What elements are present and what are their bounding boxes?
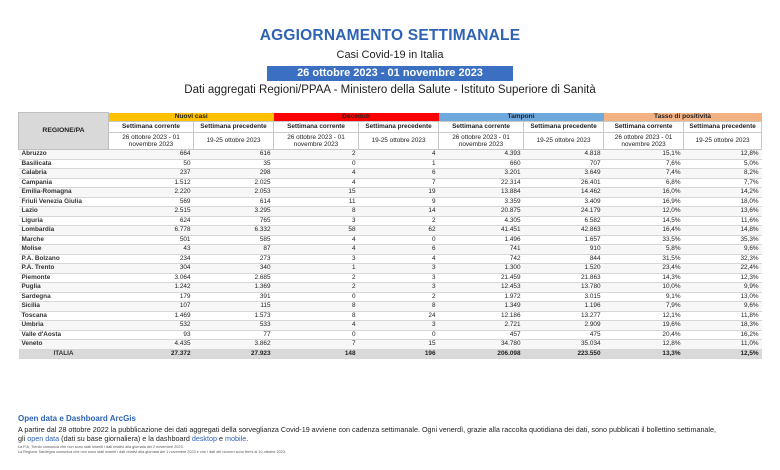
- value-cell: 660: [439, 159, 524, 169]
- value-cell: 3.015: [524, 292, 604, 302]
- value-cell: 707: [524, 159, 604, 169]
- value-cell: 14,8%: [684, 226, 762, 236]
- table-row: [19, 273, 762, 283]
- value-cell: 7: [359, 178, 439, 188]
- value-cell: 35,3%: [684, 235, 762, 245]
- table-row: [19, 207, 762, 217]
- value-cell: 4.305: [439, 216, 524, 226]
- value-cell: 12.186: [439, 311, 524, 321]
- value-cell: 41.451: [439, 226, 524, 236]
- value-cell: 5,0%: [684, 159, 762, 169]
- table-row: [19, 330, 762, 340]
- value-cell: 8: [274, 207, 359, 217]
- value-cell: 32,3%: [684, 254, 762, 264]
- value-cell: 0: [274, 159, 359, 169]
- table-row: [19, 178, 762, 188]
- table-row: [19, 254, 762, 264]
- value-cell: 2: [274, 150, 359, 160]
- table-row: [19, 216, 762, 226]
- value-cell: 3: [359, 273, 439, 283]
- value-cell: 16,9%: [604, 197, 684, 207]
- value-cell: 12.453: [439, 283, 524, 293]
- value-cell: 13.884: [439, 188, 524, 198]
- region-name-cell: Toscana: [19, 311, 109, 321]
- value-cell: 2: [274, 273, 359, 283]
- region-name-cell: Piemonte: [19, 273, 109, 283]
- value-cell: 4.393: [439, 150, 524, 160]
- table-row: [19, 159, 762, 169]
- region-name-cell: Emilia-Romagna: [19, 188, 109, 198]
- value-cell: 1.242: [109, 283, 194, 293]
- subheader-previous-week: Settimana precedente: [524, 122, 604, 133]
- value-cell: 2.909: [524, 321, 604, 331]
- value-cell: 148: [274, 349, 359, 359]
- value-cell: 304: [109, 264, 194, 274]
- value-cell: 2: [359, 216, 439, 226]
- table-row: [19, 292, 762, 302]
- value-cell: 1.369: [194, 283, 274, 293]
- value-cell: 6.332: [194, 226, 274, 236]
- region-name-cell: Lazio: [19, 207, 109, 217]
- value-cell: 3.359: [439, 197, 524, 207]
- value-cell: 12,8%: [604, 340, 684, 350]
- group-header-positivity: Tasso di positività: [604, 113, 762, 122]
- value-cell: 7,7%: [684, 178, 762, 188]
- open-data-link[interactable]: open data: [27, 434, 60, 443]
- value-cell: 614: [194, 197, 274, 207]
- value-cell: 12,5%: [684, 349, 762, 359]
- value-cell: 532: [109, 321, 194, 331]
- table-row: [19, 197, 762, 207]
- region-name-cell: Liguria: [19, 216, 109, 226]
- value-cell: 3.295: [194, 207, 274, 217]
- value-cell: 15: [274, 188, 359, 198]
- value-cell: 4: [359, 150, 439, 160]
- value-cell: 1.196: [524, 302, 604, 312]
- region-name-cell: Marche: [19, 235, 109, 245]
- value-cell: 107: [109, 302, 194, 312]
- value-cell: 42.863: [524, 226, 604, 236]
- value-cell: 11,0%: [684, 340, 762, 350]
- value-cell: 16,2%: [684, 330, 762, 340]
- value-cell: 18,3%: [684, 321, 762, 331]
- value-cell: 457: [439, 330, 524, 340]
- footer-line-2: [18, 434, 763, 443]
- value-cell: 3: [359, 321, 439, 331]
- region-name-cell: Campania: [19, 178, 109, 188]
- value-cell: 15: [359, 340, 439, 350]
- subheader-current-week: Settimana corrente: [109, 122, 194, 133]
- value-cell: 27.923: [194, 349, 274, 359]
- value-cell: 6.778: [109, 226, 194, 236]
- value-cell: 624: [109, 216, 194, 226]
- value-cell: 6,8%: [604, 178, 684, 188]
- value-cell: 569: [109, 197, 194, 207]
- value-cell: 14,3%: [604, 273, 684, 283]
- value-cell: 93: [109, 330, 194, 340]
- value-cell: 7,9%: [604, 302, 684, 312]
- value-cell: 4: [359, 254, 439, 264]
- value-cell: 87: [194, 245, 274, 255]
- region-name-cell: Calabria: [19, 169, 109, 179]
- value-cell: 3: [274, 216, 359, 226]
- value-cell: 0: [359, 235, 439, 245]
- region-name-cell: Sardegna: [19, 292, 109, 302]
- value-cell: 12,8%: [684, 150, 762, 160]
- region-name-cell: P.A. Trento: [19, 264, 109, 274]
- value-cell: 8: [274, 302, 359, 312]
- footer-heading: Open data e Dashboard ArcGis: [18, 414, 136, 423]
- value-cell: 237: [109, 169, 194, 179]
- region-name-cell: Friuli Venezia Giulia: [19, 197, 109, 207]
- value-cell: 0: [359, 330, 439, 340]
- value-cell: 34.780: [439, 340, 524, 350]
- value-cell: 13,3%: [604, 349, 684, 359]
- value-cell: 206.098: [439, 349, 524, 359]
- value-cell: 0: [274, 330, 359, 340]
- table-row: [19, 235, 762, 245]
- table-row: [19, 188, 762, 198]
- value-cell: 13,0%: [684, 292, 762, 302]
- value-cell: 20,4%: [604, 330, 684, 340]
- subheader-current-week: Settimana corrente: [439, 122, 524, 133]
- value-cell: 2.025: [194, 178, 274, 188]
- value-cell: 13.780: [524, 283, 604, 293]
- value-cell: 1.512: [109, 178, 194, 188]
- value-cell: 4.818: [524, 150, 604, 160]
- value-cell: 26.401: [524, 178, 604, 188]
- value-cell: 7,4%: [604, 169, 684, 179]
- value-cell: 9: [359, 197, 439, 207]
- subheader-previous-dates: 19-25 ottobre 2023: [684, 133, 762, 150]
- value-cell: 58: [274, 226, 359, 236]
- value-cell: 21.459: [439, 273, 524, 283]
- value-cell: 3.064: [109, 273, 194, 283]
- value-cell: 3: [274, 254, 359, 264]
- value-cell: 196: [359, 349, 439, 359]
- value-cell: 844: [524, 254, 604, 264]
- region-name-cell: Lombardia: [19, 226, 109, 236]
- region-name-cell: Valle d'Aosta: [19, 330, 109, 340]
- value-cell: 0: [274, 292, 359, 302]
- table-row: [19, 169, 762, 179]
- subheader-current-dates: 26 ottobre 2023 - 01 novembre 2023: [604, 133, 684, 150]
- value-cell: 20.875: [439, 207, 524, 217]
- value-cell: 3.649: [524, 169, 604, 179]
- value-cell: 3: [359, 283, 439, 293]
- value-cell: 14,5%: [604, 216, 684, 226]
- value-cell: 50: [109, 159, 194, 169]
- value-cell: 2.220: [109, 188, 194, 198]
- value-cell: 3: [359, 264, 439, 274]
- value-cell: 298: [194, 169, 274, 179]
- table-row: [19, 321, 762, 331]
- footnotes: [18, 445, 763, 455]
- value-cell: 24.179: [524, 207, 604, 217]
- footer-text-segment: .: [246, 434, 249, 443]
- value-cell: 33,5%: [604, 235, 684, 245]
- value-cell: 3.862: [194, 340, 274, 350]
- value-cell: 115: [194, 302, 274, 312]
- value-cell: 223.550: [524, 349, 604, 359]
- region-name-cell: Sicilia: [19, 302, 109, 312]
- value-cell: 22.314: [439, 178, 524, 188]
- value-cell: 3.409: [524, 197, 604, 207]
- value-cell: 12,3%: [684, 273, 762, 283]
- page-title: AGGIORNAMENTO SETTIMANALE: [259, 27, 521, 44]
- value-cell: 21.863: [524, 273, 604, 283]
- value-cell: 35.034: [524, 340, 604, 350]
- footnote-trento: La P.A. Trento comunica che non sono stati inseriti i dati relativi alla giornata del 2 novembre 2023.: [18, 445, 184, 449]
- value-cell: 475: [524, 330, 604, 340]
- value-cell: 2: [274, 283, 359, 293]
- value-cell: 24: [359, 311, 439, 321]
- value-cell: 7,6%: [604, 159, 684, 169]
- value-cell: 4.435: [109, 340, 194, 350]
- value-cell: 19,6%: [604, 321, 684, 331]
- value-cell: 1: [274, 264, 359, 274]
- value-cell: 1.300: [439, 264, 524, 274]
- region-name-cell: Abruzzo: [19, 150, 109, 160]
- value-cell: 765: [194, 216, 274, 226]
- total-row: [19, 349, 762, 359]
- value-cell: 22,4%: [684, 264, 762, 274]
- value-cell: 31,5%: [604, 254, 684, 264]
- footer-paragraph: [18, 425, 763, 443]
- value-cell: 11: [274, 197, 359, 207]
- date-range-banner: 26 ottobre 2023 - 01 novembre 2023: [267, 66, 513, 81]
- subheader-current-dates: 26 ottobre 2023 - 01 novembre 2023: [274, 133, 359, 150]
- value-cell: 5,8%: [604, 245, 684, 255]
- value-cell: 616: [194, 150, 274, 160]
- value-cell: 1.573: [194, 311, 274, 321]
- value-cell: 1.349: [439, 302, 524, 312]
- subheader-previous-week: Settimana precedente: [194, 122, 274, 133]
- subheader-current-week: Settimana corrente: [274, 122, 359, 133]
- value-cell: 533: [194, 321, 274, 331]
- footer-line-1: A partire dal 28 ottobre 2022 la pubblicazione dei dati aggregati della sorveglianza Covid-19 avviene con cadenza settimanale. Ogni venerdì, grazie alla raccolta quotidiana dei dati, sono pubblicati il bollettino settimanale,: [18, 425, 717, 434]
- value-cell: 14,2%: [684, 188, 762, 198]
- value-cell: 16,4%: [604, 226, 684, 236]
- value-cell: 179: [109, 292, 194, 302]
- region-name-cell: Veneto: [19, 340, 109, 350]
- subheader-previous-week: Settimana precedente: [359, 122, 439, 133]
- footer-text-segment: gli: [18, 434, 28, 443]
- value-cell: 11,8%: [684, 311, 762, 321]
- value-cell: 9,6%: [684, 302, 762, 312]
- table-row: [19, 283, 762, 293]
- value-cell: 742: [439, 254, 524, 264]
- value-cell: 10,0%: [604, 283, 684, 293]
- value-cell: 8: [359, 302, 439, 312]
- region-name-cell: Molise: [19, 245, 109, 255]
- value-cell: 4: [274, 169, 359, 179]
- value-cell: 1.972: [439, 292, 524, 302]
- table-row: [19, 150, 762, 160]
- value-cell: 234: [109, 254, 194, 264]
- value-cell: 273: [194, 254, 274, 264]
- table-row: [19, 245, 762, 255]
- region-column-header: REGIONE/PA: [19, 113, 109, 150]
- value-cell: 43: [109, 245, 194, 255]
- value-cell: 6.582: [524, 216, 604, 226]
- value-cell: 4: [274, 245, 359, 255]
- value-cell: 11,6%: [684, 216, 762, 226]
- table-row: [19, 226, 762, 236]
- value-cell: 1.657: [524, 235, 604, 245]
- footnote-sardegna: La Regione Sardegna comunica che non sono stati inseriti i dati relativi alla giornata del 1 novembre 2023 e che i dati del ricoveri sono fermi al 10 ottobre 2023.: [18, 450, 287, 454]
- value-cell: 910: [524, 245, 604, 255]
- value-cell: 1.496: [439, 235, 524, 245]
- table-row: [19, 340, 762, 350]
- value-cell: 9,1%: [604, 292, 684, 302]
- value-cell: 14.462: [524, 188, 604, 198]
- value-cell: 1: [359, 159, 439, 169]
- value-cell: 501: [109, 235, 194, 245]
- page-subtitle: Casi Covid-19 in Italia: [336, 49, 444, 61]
- group-header-deaths: Deceduti: [274, 113, 439, 122]
- region-name-cell: Umbria: [19, 321, 109, 331]
- value-cell: 9,9%: [684, 283, 762, 293]
- value-cell: 4: [274, 235, 359, 245]
- subheader-current-week: Settimana corrente: [604, 122, 684, 133]
- group-header-tests: Tamponi: [439, 113, 604, 122]
- value-cell: 23,4%: [604, 264, 684, 274]
- value-cell: 585: [194, 235, 274, 245]
- table-row: [19, 264, 762, 274]
- group-header-new-cases: Nuovi casi: [109, 113, 274, 122]
- weekly-cases-table: [18, 112, 762, 359]
- value-cell: 1.520: [524, 264, 604, 274]
- table-body: [19, 150, 762, 359]
- value-cell: 6: [359, 245, 439, 255]
- value-cell: 4: [274, 321, 359, 331]
- value-cell: 18,0%: [684, 197, 762, 207]
- region-name-cell: ITALIA: [19, 349, 109, 359]
- value-cell: 77: [194, 330, 274, 340]
- region-name-cell: P.A. Bolzano: [19, 254, 109, 264]
- data-source-line: Dati aggregati Regioni/PPAA - Ministero della Salute - Istituto Superiore di Sanità: [184, 84, 596, 96]
- value-cell: 15,1%: [604, 150, 684, 160]
- subheader-previous-week: Settimana precedente: [684, 122, 762, 133]
- value-cell: 12,0%: [604, 207, 684, 217]
- subheader-previous-dates: 19-25 ottobre 2023: [524, 133, 604, 150]
- value-cell: 16,0%: [604, 188, 684, 198]
- subheader-previous-dates: 19-25 ottobre 2023: [359, 133, 439, 150]
- mobile-dashboard-link[interactable]: mobile: [225, 434, 247, 443]
- value-cell: 19: [359, 188, 439, 198]
- footer-text-segment: e: [217, 434, 226, 443]
- value-cell: 3.201: [439, 169, 524, 179]
- value-cell: 12,1%: [604, 311, 684, 321]
- subheader-previous-dates: 19-25 ottobre 2023: [194, 133, 274, 150]
- footer-text-segment: (dati su base giornaliera) e la dashboard: [59, 434, 192, 443]
- region-name-cell: Basilicata: [19, 159, 109, 169]
- value-cell: 62: [359, 226, 439, 236]
- value-cell: 9,6%: [684, 245, 762, 255]
- value-cell: 35: [194, 159, 274, 169]
- value-cell: 2.053: [194, 188, 274, 198]
- value-cell: 391: [194, 292, 274, 302]
- value-cell: 8: [274, 311, 359, 321]
- value-cell: 8,2%: [684, 169, 762, 179]
- subheader-current-dates: 26 ottobre 2023 - 01 novembre 2023: [439, 133, 524, 150]
- region-name-cell: Puglia: [19, 283, 109, 293]
- value-cell: 2.721: [439, 321, 524, 331]
- table-row: [19, 302, 762, 312]
- value-cell: 6: [359, 169, 439, 179]
- value-cell: 2.515: [109, 207, 194, 217]
- value-cell: 13,6%: [684, 207, 762, 217]
- value-cell: 1.469: [109, 311, 194, 321]
- value-cell: 14: [359, 207, 439, 217]
- value-cell: 340: [194, 264, 274, 274]
- table-row: [19, 311, 762, 321]
- value-cell: 2.685: [194, 273, 274, 283]
- subheader-current-dates: 26 ottobre 2023 - 01 novembre 2023: [109, 133, 194, 150]
- value-cell: 664: [109, 150, 194, 160]
- value-cell: 2: [359, 292, 439, 302]
- desktop-dashboard-link[interactable]: desktop: [191, 434, 218, 443]
- value-cell: 7: [274, 340, 359, 350]
- value-cell: 13.277: [524, 311, 604, 321]
- value-cell: 4: [274, 178, 359, 188]
- value-cell: 27.372: [109, 349, 194, 359]
- value-cell: 741: [439, 245, 524, 255]
